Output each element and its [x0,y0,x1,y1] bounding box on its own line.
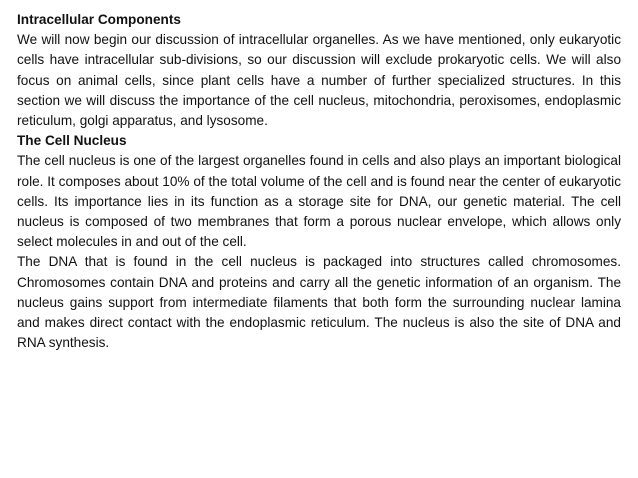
intro-paragraph: We will now begin our discussion of intracellular organelles. As we have mentioned, only eukaryotic cells have intracellular sub-divisions, so our discussion will exclude prokaryotic cells. We will also focus on animal cells, since plant cells have a number of further specialized structures. In this section we will discuss the importance of the cell nucleus, mitochondria, peroxisomes, endoplasmic reticulum, golgi apparatus, and lysosome. [17,32,621,129]
section-heading-intracellular-components: Intracellular Components [17,12,181,27]
section-heading-cell-nucleus: The Cell Nucleus [17,133,127,149]
document-page [17,10,621,353]
nucleus-paragraph-2: The DNA that is found in the cell nucleus is packaged into structures called chromosomes. Chromosomes contain DNA and proteins and carry all the genetic information of an organism. The nucleus gains support from intermediate filaments that both form the surrounding nuclear lamina and makes direct contact with the endoplasmic reticulum. The nucleus is also the site of DNA and RNA synthesis. [17,254,621,351]
nucleus-paragraph-1: The cell nucleus is one of the largest organelles found in cells and also plays an important biological role. It composes about 10% of the total volume of the cell and is found near the center of eukaryotic cells. Its importance lies in its function as a storage site for DNA, our genetic material. The cell nucleus is composed of two membranes that form a porous nuclear envelope, which allows only select molecules in and out of the cell. [17,153,621,250]
